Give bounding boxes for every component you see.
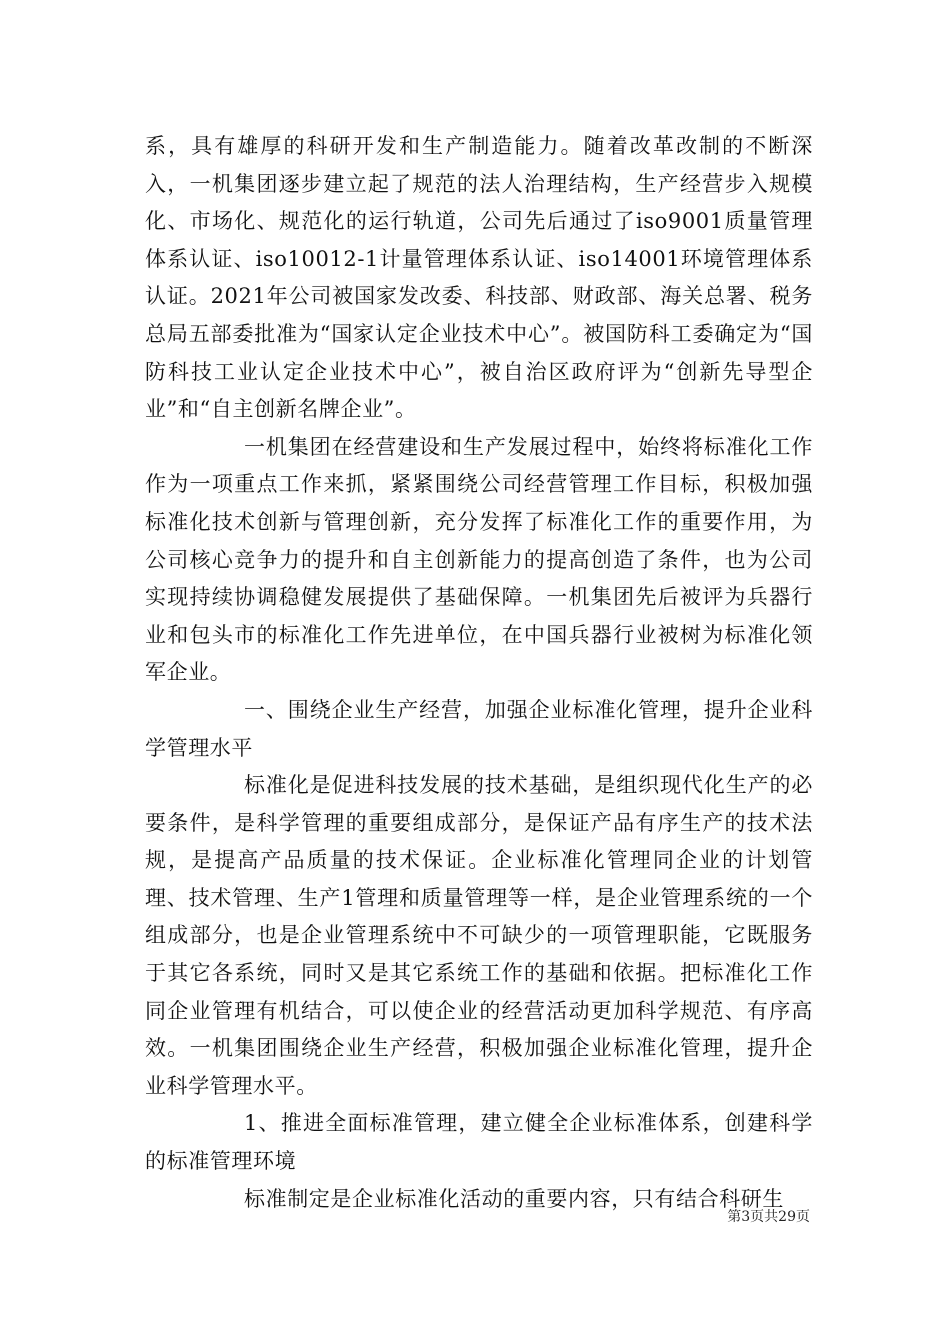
- paragraph-standardization-overview: 一机集团在经营建设和生产发展过程中，始终将标准化工作作为一项重点工作来抓，紧紧围绕公司经营管理工作目标，积极加强标准化技术创新与管理创新，充分发挥了标准化工作的重要作用，为公司核心竞争力的提升和自主创新能力的提高创造了条件，也为公司实现持续协调稳健发展提供了基础保障。一机集团先后被评为兵器行业和包头市的标准化工作先进单位，在中国兵器行业被树为标准化领军企业。: [145, 434, 813, 685]
- paragraph-continuation: 系，具有雄厚的科研开发和生产制造能力。随着改革改制的不断深入，一机集团逐步建立起了规范的法人治理结构，生产经营步入规模化、市场化、规范化的运行轨道，公司先后通过了iso9001质量管理体系认证、iso10012-1计量管理体系认证、iso14001环境管理体系认证。2021年公司被国家发改委、科技部、财政部、海关总署、税务总局五部委批准为“国家认定企业技术中心”。被国防科工委确定为“国防科技工业认定企业技术中心”，被自治区政府评为“创新先导型企业”和“自主创新名牌企业”。: [145, 134, 813, 422]
- subsection-heading-one: 1、推进全面标准管理，建立健全企业标准体系，创建科学的标准管理环境: [145, 1111, 813, 1174]
- paragraph-standard-formulation: 标准制定是企业标准化活动的重要内容，只有结合科研生: [244, 1186, 784, 1211]
- document-body: [145, 128, 813, 1218]
- section-heading-one: 一、围绕企业生产经营，加强企业标准化管理，提升企业科学管理水平: [145, 697, 813, 760]
- paragraph-standardization-role: 标准化是促进科技发展的技术基础，是组织现代化生产的必要条件，是科学管理的重要组成部分，是保证产品有序生产的技术法规，是提高产品质量的技术保证。企业标准化管理同企业的计划管理、技术管理、生产1管理和质量管理等一样，是企业管理系统的一个组成部分，也是企业管理系统中不可缺少的一项管理职能，它既服务于其它各系统，同时又是其它系统工作的基础和依据。把标准化工作同企业管理有机结合，可以使企业的经营活动更加科学规范、有序高效。一机集团围绕企业生产经营，积极加强企业标准化管理，提升企业科学管理水平。: [145, 773, 813, 1098]
- page-number-footer: 第3页共29页: [727, 1209, 810, 1225]
